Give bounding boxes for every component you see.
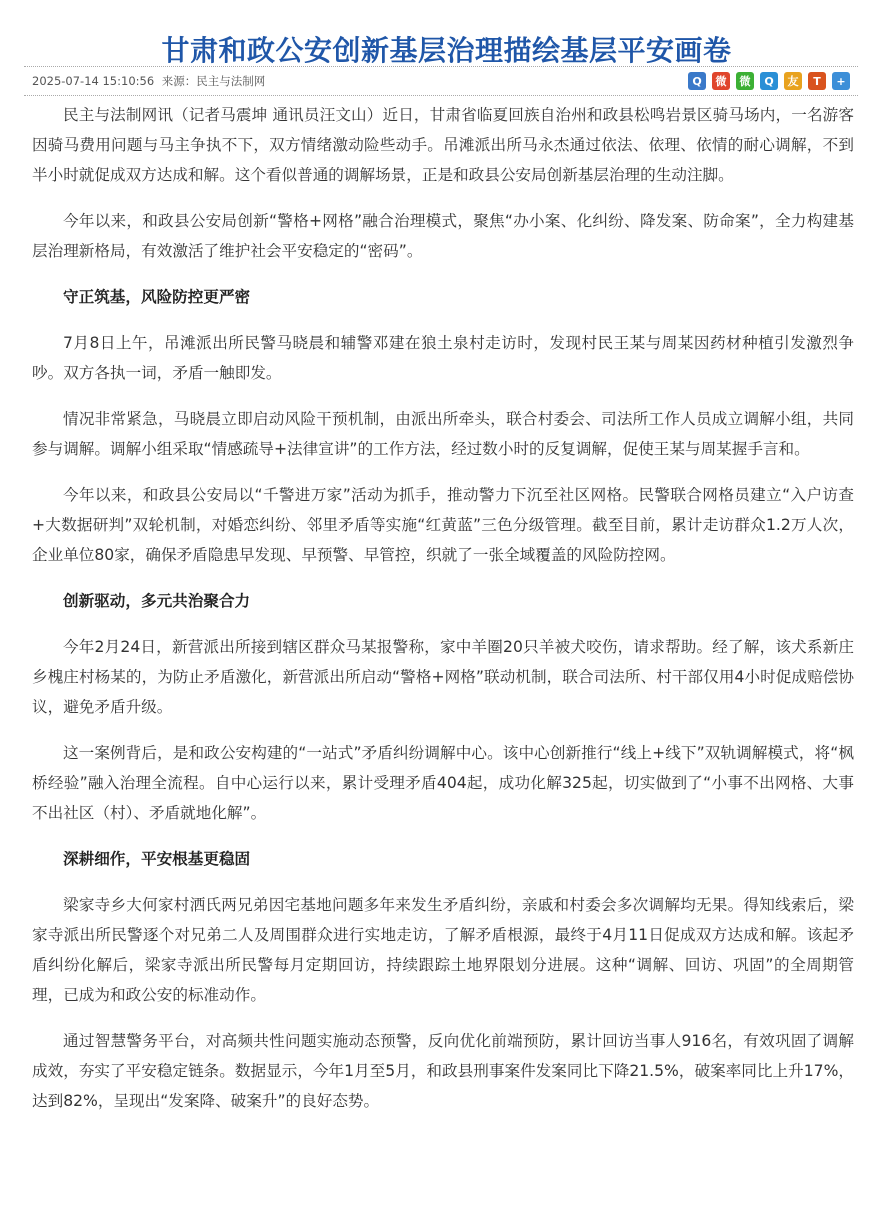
article-title: 甘肃和政公安创新基层治理描绘基层平安画卷 (161, 33, 732, 67)
more-share-icon[interactable]: + (832, 72, 850, 90)
source-name: 民主与法制网 (196, 74, 266, 88)
section-heading: 深耕细作，平安根基更稳固 (63, 850, 251, 868)
tencent-share-icon[interactable]: T (808, 72, 826, 90)
paragraph: 今年以来，和政县公安局以“千警进万家”活动为抓手，推动警力下沉至社区网格。民警联合网格员建立“入户访查+大数据研判”双轮机制，对婚恋纠纷、邻里矛盾等实施“红黄蓝”三色分级管理。截至目前，累计走访群众1.2万人次，企业单位80家，确保矛盾隐患早发现、早预警、早管控，织就了一张全域覆盖的风险防控网。 (32, 486, 854, 564)
friends-share-icon[interactable]: 友 (784, 72, 802, 90)
section-heading: 创新驱动，多元共治聚合力 (63, 592, 251, 610)
paragraph: 梁家寺乡大何家村洒氏两兄弟因宅基地问题多年来发生矛盾纠纷，亲戚和村委会多次调解均无果。得知线索后，梁家寺派出所民警逐个对兄弟二人及周围群众进行实地走访，了解矛盾根源，最终于4月11日促成双方达成和解。该起矛盾纠纷化解后，梁家寺派出所民警每月定期回访，持续跟踪土地界限划分进展。这种“调解、回访、巩固”的全周期管理，已成为和政公安的标准动作。 (32, 896, 854, 1004)
article-meta (32, 72, 265, 90)
paragraph: 今年2月24日，新营派出所接到辖区群众马某报警称，家中羊圈20只羊被犬咬伤，请求帮助。经了解，该犬系新庄乡槐庄村杨某的，为防止矛盾激化，新营派出所启动“警格+网格”联动机制，联合司法所、村干部仅用4小时促成赔偿协议，避免矛盾升级。 (32, 638, 854, 716)
paragraph: 7月8日上午，吊滩派出所民警马晓晨和辅警邓建在狼土泉村走访时，发现村民王某与周某因药材种植引发激烈争吵。双方各执一词，矛盾一触即发。 (32, 334, 854, 382)
paragraph: 情况非常紧急，马晓晨立即启动风险干预机制，由派出所牵头，联合村委会、司法所工作人员成立调解小组，共同参与调解。调解小组采取“情感疏导+法律宣讲”的工作方法，经过数小时的反复调解，促使王某与周某握手言和。 (32, 410, 854, 458)
paragraph: 今年以来，和政县公安局创新“警格+网格”融合治理模式，聚焦“办小案、化纠纷、降发案、防命案”，全力构建基层治理新格局，有效激活了维护社会平安稳定的“密码”。 (32, 212, 854, 260)
wechat-share-icon[interactable]: 微 (736, 72, 754, 90)
article-meta-bar (24, 66, 858, 96)
share-toolbar (688, 72, 850, 90)
paragraph: 这一案例背后，是和政公安构建的“一站式”矛盾纠纷调解中心。该中心创新推行“线上+线下”双轨调解模式，将“枫桥经验”融入治理全流程。自中心运行以来，累计受理矛盾404起，成功化解325起，切实做到了“小事不出网格、大事不出社区（村）、矛盾就地化解”。 (32, 744, 854, 822)
paragraph: 通过智慧警务平台，对高频共性问题实施动态预警，反向优化前端预防，累计回访当事人916名，有效巩固了调解成效，夯实了平安稳定链条。数据显示，今年1月至5月，和政县刑事案件发案同比下降21.5%，破案率同比上升17%，达到82%，呈现出“发案降、破案升”的良好态势。 (32, 1032, 854, 1110)
publish-datetime: 2025-07-14 15:10:56 (32, 74, 155, 88)
qq-share-icon[interactable]: Q (760, 72, 778, 90)
paragraph: 民主与法制网讯（记者马震坤 通讯员汪文山）近日，甘肃省临夏回族自治州和政县松鸣岩景区骑马场内，一名游客因骑马费用问题与马主争执不下，双方情绪激动险些动手。吊滩派出所马永杰通过依法、依理、依情的耐心调解，不到半小时就促成双方达成和解。这个看似普通的调解场景，正是和政县公安局创新基层治理的生动注脚。 (32, 106, 854, 184)
weibo-share-icon[interactable]: 微 (712, 72, 730, 90)
article-body (32, 100, 854, 1132)
qzone-share-icon[interactable]: Q (688, 72, 706, 90)
section-heading: 守正筑基，风险防控更严密 (63, 288, 251, 306)
source-label: 来源： (161, 74, 197, 88)
